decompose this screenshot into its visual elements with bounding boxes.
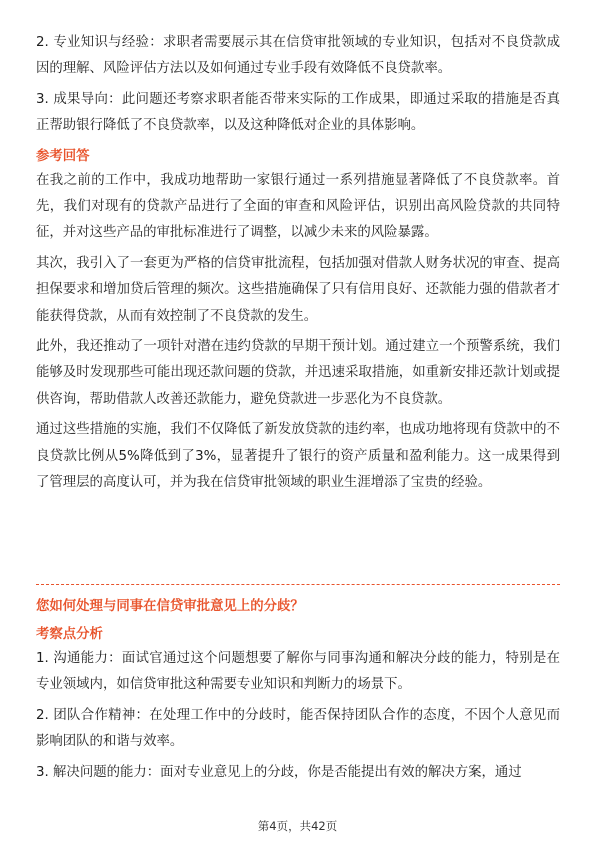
criteria-item-2: 2. 专业知识与经验：求职者需要展示其在信贷审批领域的专业知识，包括对不良贷款成因的理解、风险评估方法以及如何通过专业手段有效降低不良贷款率。 bbox=[36, 35, 560, 77]
question-title: 您如何处理与同事在信贷审批意见上的分歧？ bbox=[36, 599, 304, 614]
answer-paragraph: 通过这些措施的实施，我们不仅降低了新发放贷款的违约率，也成功地将现有贷款中的不良贷款比例从5%降低到了3%，显著提升了银行的资产质量和盈利能力。这一成果得到了管理层的高度认可，并为我在信贷审批领域的职业生涯增添了宝贵的经验。 bbox=[36, 422, 560, 491]
answer-paragraph: 在我之前的工作中，我成功地帮助一家银行通过一系列措施显著降低了不良贷款率。首先，我们对现有的贷款产品进行了全面的审查和风险评估，识别出高风险贷款的共同特征，并对这些产品的审批标准进行了调整，以减少未来的风险暴露。 bbox=[36, 172, 560, 241]
answer-paragraph: 其次，我引入了一套更为严格的信贷审批流程，包括加强对借款人财务状况的审查、提高担保要求和增加贷后管理的频次。这些措施确保了只有信用良好、还款能力强的借款者才能获得贷款，从而有效控制了不良贷款的发生。 bbox=[36, 255, 560, 324]
analysis-item-1: 1. 沟通能力：面试官通过这个问题想要了解你与同事沟通和解决分歧的能力，特别是在专业领域内，如信贷审批这种需要专业知识和判断力的场景下。 bbox=[36, 651, 560, 693]
criteria-item-3: 3. 成果导向：此问题还考察求职者能否带来实际的工作成果，即通过采取的措施是否真正帮助银行降低了不良贷款率，以及这种降低对企业的具体影响。 bbox=[36, 91, 560, 134]
analysis-item-3: 3. 解决问题的能力：面对专业意见上的分歧，你是否能提出有效的解决方案，通过 bbox=[36, 764, 522, 780]
answer-paragraph: 此外，我还推动了一项针对潜在违约贷款的早期干预计划。通过建立一个预警系统，我们能够及时发现那些可能出现还款问题的贷款，并迅速采取措施，如重新安排还款计划或提供咨询，帮助借款人改善还款能力，避免贷款进一步恶化为不良贷款。 bbox=[36, 339, 560, 407]
page-number: 第4页，共42页 bbox=[257, 819, 338, 833]
analysis-item-2: 2. 团队合作精神：在处理工作中的分歧时，能否保持团队合作的态度，不因个人意见而影响团队的和谐与效率。 bbox=[36, 707, 560, 750]
next-question-block bbox=[36, 596, 560, 790]
section-divider bbox=[36, 584, 560, 585]
analysis-section-title: 考察点分析 bbox=[36, 627, 103, 642]
answer-section-title: 参考回答 bbox=[36, 148, 90, 164]
page-content bbox=[36, 30, 560, 501]
